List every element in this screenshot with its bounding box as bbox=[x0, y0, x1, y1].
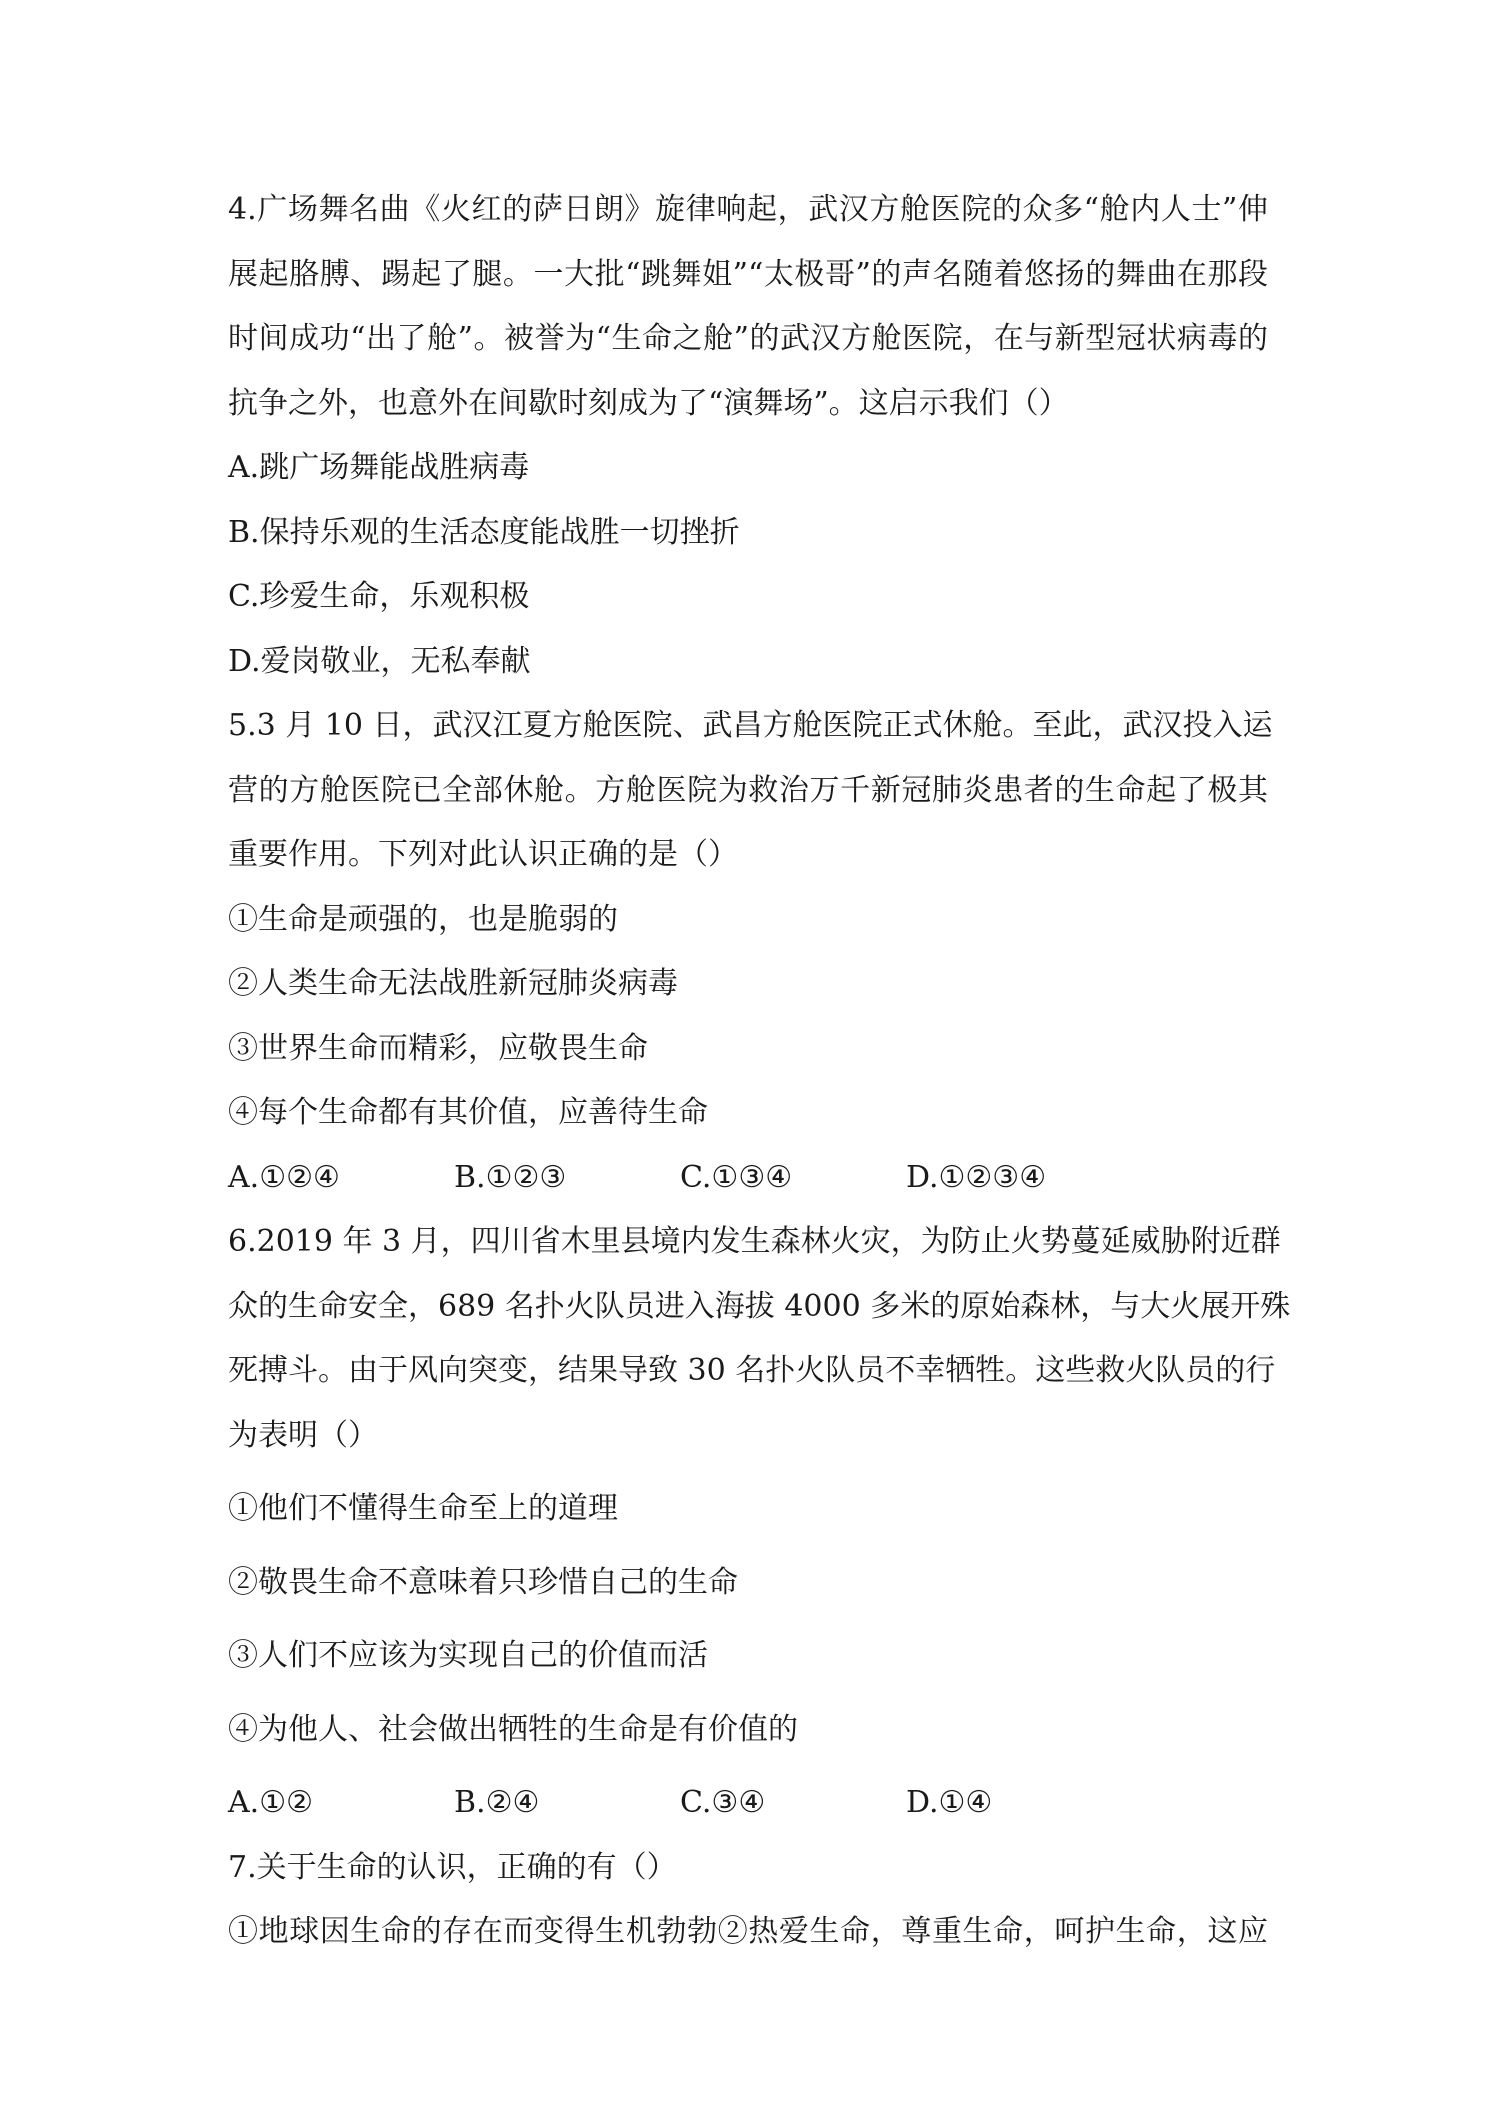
question-4-option-d: D.爱岗敬业，无私奉献 bbox=[228, 643, 531, 679]
question-6-choices bbox=[228, 1771, 1268, 1836]
question-5-choice-d: D.①②③④ bbox=[906, 1159, 1047, 1195]
question-6-item-4: ④为他人、社会做出牺牲的生命是有价值的 bbox=[228, 1711, 798, 1747]
question-5-choice-b: B.①②③ bbox=[454, 1159, 567, 1195]
question-5 bbox=[228, 694, 1273, 1210]
question-5-choice-c: C.①③④ bbox=[680, 1159, 793, 1195]
question-6-stem-line: 死搏斗。由于风向突变，结果导致 30 名扑火队员不幸牺牲。这些救火队员的行 bbox=[228, 1353, 1276, 1388]
question-5-item-3: ③世界生命而精彩，应敬畏生命 bbox=[228, 1030, 648, 1066]
question-6-stem-line: 众的生命安全，689 名扑火队员进入海拔 4000 多米的原始森林，与大火展开殊 bbox=[228, 1288, 1291, 1324]
question-5-choices bbox=[228, 1146, 1268, 1211]
question-7-stem-line: ①地球因生命的存在而变得生机勃勃②热爱生命，尊重生命，呵护生命，这应 bbox=[228, 1914, 1268, 1949]
question-6-stem-line: 为表明（） bbox=[228, 1417, 378, 1453]
question-6-item-3: ③人们不应该为实现自己的价值而活 bbox=[228, 1638, 708, 1673]
document-content bbox=[228, 178, 1291, 1965]
question-4-stem-line: 4.广场舞名曲《火红的萨日朗》旋律响起，武汉方舱医院的众多“舱内人士”伸 bbox=[228, 192, 1268, 227]
question-6 bbox=[228, 1210, 1291, 1836]
question-6-choice-d: D.①④ bbox=[906, 1785, 993, 1820]
question-4-option-c: C.珍爱生命，乐观积极 bbox=[228, 579, 530, 614]
question-5-item-1: ①生命是顽强的，也是脆弱的 bbox=[228, 901, 618, 937]
question-4-stem-line: 时间成功“出了舱”。被誉为“生命之舱”的武汉方舱医院，在与新型冠状病毒的 bbox=[228, 321, 1268, 356]
question-7-stem-line: 7.关于生命的认识，正确的有（） bbox=[228, 1849, 677, 1885]
question-5-stem-line: 5.3 月 10 日，武汉江夏方舱医院、武昌方舱医院正式休舱。至此，武汉投入运 bbox=[228, 708, 1273, 743]
question-6-item-2: ②敬畏生命不意味着只珍惜自己的生命 bbox=[228, 1564, 738, 1600]
question-6-stem-line: 6.2019 年 3 月，四川省木里县境内发生森林火灾，为防止火势蔓延威胁附近群 bbox=[228, 1224, 1281, 1259]
question-5-choice-a: A.①②④ bbox=[228, 1159, 340, 1195]
question-6-choice-b: B.②④ bbox=[454, 1785, 540, 1820]
question-6-choice-c: C.③④ bbox=[680, 1785, 766, 1820]
question-5-stem-line: 重要作用。下列对此认识正确的是（） bbox=[228, 837, 738, 872]
question-7 bbox=[228, 1836, 1268, 1965]
question-4-stem-line: 抗争之外，也意外在间歇时刻成为了“演舞场”。这启示我们（） bbox=[228, 385, 1069, 421]
question-4 bbox=[228, 178, 1268, 694]
question-4-option-b: B.保持乐观的生活态度能战胜一切挫折 bbox=[228, 514, 740, 550]
question-5-stem-line: 营的方舱医院已全部休舱。方舱医院为救治万千新冠肺炎患者的生命起了极其 bbox=[228, 772, 1268, 808]
question-6-choice-a: A.①② bbox=[228, 1785, 313, 1820]
question-4-stem-line: 展起胳膊、踢起了腿。一大批“跳舞姐”“太极哥”的声名随着悠扬的舞曲在那段 bbox=[228, 256, 1268, 292]
question-6-item-1: ①他们不懂得生命至上的道理 bbox=[228, 1491, 618, 1526]
question-5-item-2: ②人类生命无法战胜新冠肺炎病毒 bbox=[228, 966, 678, 1001]
question-5-item-4: ④每个生命都有其价值，应善待生命 bbox=[228, 1095, 708, 1130]
question-4-option-a: A.跳广场舞能战胜病毒 bbox=[228, 450, 530, 485]
